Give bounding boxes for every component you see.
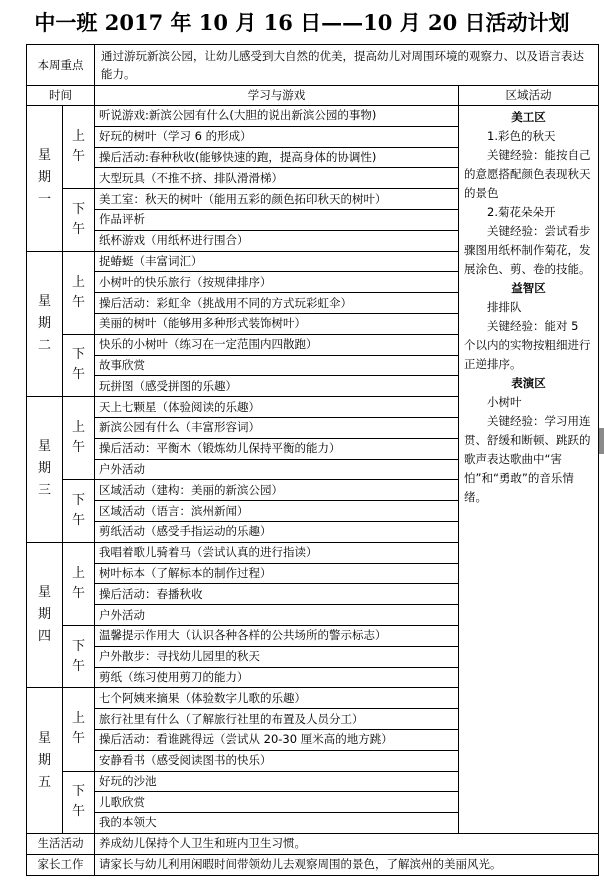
half-label-char: 午 [71,513,85,529]
day-label-char: 期 [37,752,51,768]
activity-cell: 操后活动:春种秋收(能够快速的跑，提高身体的协调性) [95,147,459,168]
area-activities [459,106,599,834]
half-label-char: 上 [71,274,85,290]
half-label-char: 上 [71,129,85,145]
life-row [27,833,599,854]
half-label-char: 午 [71,585,85,601]
day-label [27,688,63,834]
area-item: 关键经验：学习用连贯、舒缓和断顿、跳跃的歌声表达歌曲中“害怕”和“勇敢”的音乐情绪。 [464,414,591,504]
half-label-char: 午 [71,440,85,456]
day-label-char: 期 [37,461,51,477]
area-title: 益智区 [511,281,546,295]
activity-cell: 温馨提示作用大（认识各种各样的公共场所的警示标志） [95,625,459,646]
half-label-char: 午 [71,804,85,820]
half-label-char: 下 [71,784,85,800]
activity-cell: 大型玩具（不推不挤、排队滑滑梯） [95,168,459,189]
activity-cell: 七个阿姨来摘果（体验数字儿歌的乐趣） [95,688,459,709]
day-label [27,542,63,688]
activity-cell: 操后活动：春播秋收 [95,584,459,605]
activity-cell: 捉蝽蜓（丰富词汇） [95,251,459,272]
day-label-char: 三 [37,483,51,499]
activity-cell: 树叶标本（了解标本的制作过程） [95,563,459,584]
half-label-char: 午 [71,149,85,165]
half-label-char: 午 [71,367,85,383]
area-title: 表演区 [511,376,546,390]
activity-cell: 区域活动（建构：美丽的新滨公园） [95,480,459,501]
day-label-char: 二 [37,337,51,353]
activity-cell: 区域活动（语言：滨州新闻） [95,501,459,522]
day-label [27,397,63,543]
area-item: 关键经验：能对 5 个以内的实物按粗细进行正逆排序。 [464,319,591,371]
morning-label [63,688,95,771]
afternoon-label [63,625,95,687]
half-label-char: 午 [71,731,85,747]
area-item: 关键经验：能按自己的意愿搭配颜色表现秋天的景色 [464,148,591,200]
day-label-char: 五 [37,774,51,790]
activity-cell: 小树叶的快乐旅行（按规律排序） [95,272,459,293]
activity-cell: 玩拼图（感受拼图的乐趣） [95,376,459,397]
area-item: 排排队 [487,300,522,314]
afternoon-label [63,189,95,251]
half-label-char: 午 [71,658,85,674]
activity-cell: 操后活动：看谁跳得远（尝试从 20-30 厘米高的地方跳） [95,729,459,750]
day-label-char: 期 [37,315,51,331]
activity-cell: 天上七颗星（体验阅读的乐趣） [95,397,459,418]
plan-table [26,44,599,876]
activity-cell: 我唱着歌儿骑着马（尝试认真的进行指读） [95,542,459,563]
day-label-char: 四 [37,629,51,645]
area-item: 2.菊花朵朵开 [487,205,556,219]
day-label-char: 星 [37,293,51,309]
morning-label [63,397,95,480]
activity-cell: 故事欣赏 [95,355,459,376]
day-label-char: 一 [37,192,51,208]
focus-text: 通过游玩新滨公园，让幼儿感受到大自然的优美，提高幼儿对周围环境的观察力、以及语言表达能力。 [95,45,599,86]
day-label [27,251,63,397]
activity-cell: 剪纸（练习使用剪刀的能力） [95,667,459,688]
activity-cell: 纸杯游戏（用纸杯进行围合） [95,230,459,251]
morning-label [63,542,95,625]
activity-cell: 操后活动：平衡木（锻炼幼儿保持平衡的能力） [95,438,459,459]
half-label-char: 午 [71,221,85,237]
half-label-char: 上 [71,420,85,436]
activity-cell: 安静看书（感受阅读图书的快乐） [95,750,459,771]
activity-cell: 我的本领大 [95,813,459,834]
activity-cell: 听说游戏:新滨公园有什么(大胆的说出新滨公园的事物) [95,106,459,127]
parents-label: 家长工作 [27,854,95,875]
half-label-char: 下 [71,638,85,654]
half-label-char: 午 [71,294,85,310]
schedule-row [27,106,599,127]
activity-cell: 旅行社里有什么（了解旅行社里的布置及人员分工） [95,709,459,730]
half-label-char: 下 [71,347,85,363]
day-label-char: 星 [37,148,51,164]
area-item: 1.彩色的秋天 [487,129,556,143]
scroll-handle[interactable] [599,428,604,454]
activity-cell: 好玩的沙池 [95,771,459,792]
activity-cell: 户外活动 [95,459,459,480]
area-title: 美工区 [511,110,546,124]
half-label-char: 下 [71,493,85,509]
header-learning: 学习与游戏 [95,86,459,106]
half-label-char: 下 [71,201,85,217]
life-text: 养成幼儿保持个人卫生和班内卫生习惯。 [95,833,599,854]
area-item: 小树叶 [487,395,522,409]
page-title: 中一班 2017 年 10 月 16 日——10 月 20 日活动计划 [34,10,570,35]
activity-cell: 户外活动 [95,605,459,626]
activity-cell: 剪纸活动（感受手指运动的乐趣） [95,521,459,542]
morning-label [63,106,95,189]
area-item: 关键经验：尝试看步骤图用纸杯制作菊花，发展涂色、剪、卷的技能。 [464,224,591,276]
half-label-char: 上 [71,711,85,727]
activity-cell: 户外散步：寻找幼儿园里的秋天 [95,646,459,667]
activity-cell: 作品评析 [95,209,459,230]
header-area: 区域活动 [459,86,599,106]
activity-cell: 操后活动：彩虹伞（挑战用不同的方式玩彩虹伞） [95,293,459,314]
activity-cell: 快乐的小树叶（练习在一定范围内四散跑） [95,334,459,355]
focus-row [27,45,599,86]
focus-label: 本周重点 [27,45,95,86]
header-row [27,86,599,106]
day-label-char: 星 [37,730,51,746]
day-label-char: 星 [37,439,51,455]
activity-cell: 新滨公园有什么（丰富形容词） [95,417,459,438]
day-label-char: 期 [37,607,51,623]
activity-cell: 美工室：秋天的树叶（能用五彩的颜色拓印秋天的树叶） [95,189,459,210]
day-label [27,106,63,252]
day-label-char: 星 [37,585,51,601]
half-label-char: 上 [71,565,85,581]
activity-cell: 儿歌欣赏 [95,792,459,813]
afternoon-label [63,334,95,396]
morning-label [63,251,95,334]
activity-cell: 美丽的树叶（能够用多种形式装饰树叶） [95,313,459,334]
afternoon-label [63,480,95,542]
day-label-char: 期 [37,170,51,186]
activity-cell: 好玩的树叶（学习 6 的形成） [95,126,459,147]
parents-row [27,854,599,875]
header-time: 时间 [27,86,95,106]
life-label: 生活活动 [27,833,95,854]
afternoon-label [63,771,95,833]
parents-text: 请家长与幼儿利用闲暇时间带领幼儿去观察周围的景色，了解滨州的美丽风光。 [95,854,599,875]
